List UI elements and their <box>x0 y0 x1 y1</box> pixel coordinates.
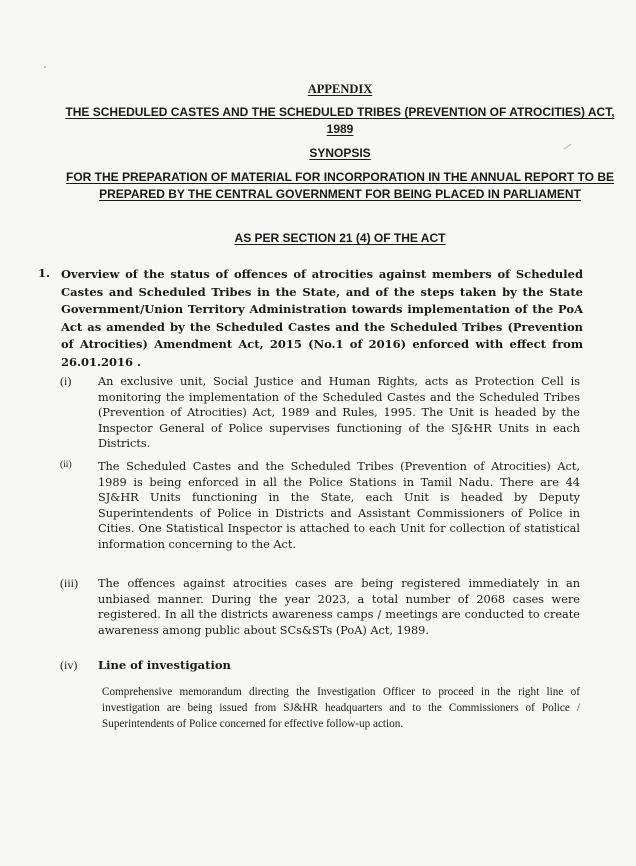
item-iv-heading: Line of investigation <box>98 658 231 672</box>
item-iii-number: (iii) <box>60 576 78 590</box>
section-1-title: Overview of the status of offences of atrocities against members of Scheduled Castes and Scheduled Tribes in the State, and of the steps taken by the State Government/Union Territory Administration towards implementation of the PoA Act as amended by the Scheduled Castes and the Scheduled Tribes (Prevention of Atrocities) Amendment Act, 2015 (No.1 of 2016) enforced with effect from 26.01.2016 . <box>61 267 583 369</box>
item-i-text: An exclusive unit, Social Justice and Human Rights, acts as Protection Cell is monitoring the implementation of the Scheduled Castes and the Scheduled Tribes (Prevention of Atrocities) Act, 1989 and Rules, 1995. The Unit is headed by the Inspector General of Police supervises functioning of the SJ&HR Units in each Districts. <box>98 375 580 451</box>
item-iv-number: (iv) <box>60 658 78 672</box>
section-heading: AS PER SECTION 21 (4) OF THE ACT <box>234 231 446 245</box>
scan-speck <box>44 66 46 68</box>
preparation-heading: FOR THE PREPARATION OF MATERIAL FOR INCORPORATION IN THE ANNUAL REPORT TO BE PREPARED BY THE CENTRAL GOVERNMENT FOR BEING PLACED IN PARLIAMENT <box>65 170 614 201</box>
item-ii-text: The Scheduled Castes and the Scheduled Tribes (Prevention of Atrocities) Act, 1989 is being enforced in all the Police Stations in Tamil Nadu. There are 44 SJ&HR Units functioning in the State, each Unit is headed by Deputy Superintendents of Police in Districts and Assistant Commissioners of Police in Cities. One Statistical Inspector is attached to each Unit for collection of statistical information concerning to the Act. <box>98 460 580 551</box>
item-iii-text: The offences against atrocities cases are being registered immediately in an unbiased manner. During the year 2023, a total number of 2068 cases were registered. In all the districts awareness camps / meetings are conducted to create awareness among public about SCs&STs (PoA) Act, 1989. <box>98 577 580 637</box>
act-title: THE SCHEDULED CASTES AND THE SCHEDULED TRIBES (PREVENTION OF ATROCITIES) ACT, 1989 <box>65 105 615 136</box>
item-iv-text: Comprehensive memorandum directing the Investigation Officer to proceed in the right line of investigation are being issued from SJ&HR headquarters and to the Commissioners of Police / Superintendents of Police concerned for effective follow-up action. <box>102 686 580 730</box>
item-i-number: (i) <box>60 374 72 388</box>
section-1-number: 1. <box>38 266 51 280</box>
synopsis-heading: SYNOPSIS <box>309 146 371 160</box>
appendix-heading: APPENDIX <box>307 82 373 96</box>
item-ii-number: (ii) <box>60 460 72 470</box>
